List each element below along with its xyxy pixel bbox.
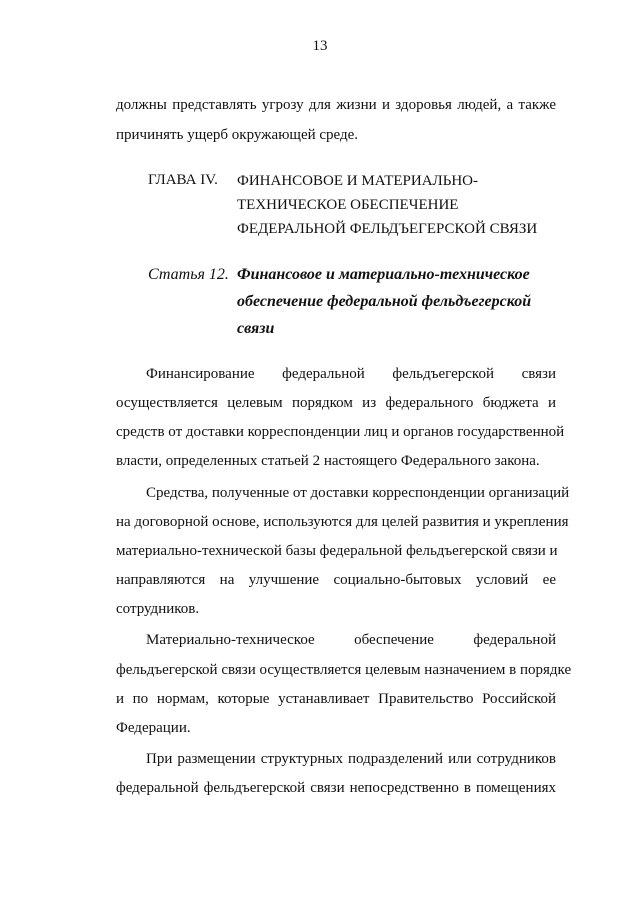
paragraph-line: средств от доставки корреспонденции лиц и органов государственной (116, 424, 565, 440)
paragraph-line: фельдъегерской связи осуществляется целевым назначением в порядке (116, 662, 572, 678)
intro-line: должны представлять угрозу для жизни и здоровья людей, а также (116, 97, 556, 113)
paragraph-line: на договорной основе, используются для целей развития и укрепления (116, 514, 569, 530)
article-title-line: Финансовое и материально-техническое (237, 266, 530, 283)
chapter-title-line: ФИНАНСОВОЕ И МАТЕРИАЛЬНО- (237, 173, 478, 189)
article-title-line: связи (237, 320, 275, 337)
paragraph-line: Федерации. (116, 720, 191, 736)
paragraph-line: власти, определенных статьей 2 настоящего Федерального закона. (116, 453, 540, 469)
page-number: 13 (312, 38, 328, 54)
paragraph-line: сотрудников. (116, 601, 200, 617)
chapter-title-line: ФЕДЕРАЛЬНОЙ ФЕЛЬДЪЕГЕРСКОЙ СВЯЗИ (237, 221, 538, 237)
intro-line: причинять ущерб окружающей среде. (116, 127, 359, 143)
paragraph-line: Материально-техническое обеспечение федеральной (146, 632, 556, 648)
chapter-title-line: ТЕХНИЧЕСКОЕ ОБЕСПЕЧЕНИЕ (237, 197, 459, 213)
article-title-line: обеспечение федеральной фельдъегерской (237, 293, 532, 310)
paragraph-line: и по нормам, которые устанавливает Правительство Российской (116, 691, 556, 707)
paragraph-line: федеральной фельдъегерской связи непосредственно в помещениях (116, 780, 556, 796)
paragraph-line: материально-технической базы федеральной фельдъегерской связи и (116, 543, 558, 559)
paragraph-line: Средства, полученные от доставки корреспонденции организаций (146, 485, 570, 501)
paragraph-line: осуществляется целевым порядком из федерального бюджета и (116, 395, 556, 411)
chapter-label: ГЛАВА IV. (148, 172, 218, 188)
paragraph-line: При размещении структурных подразделений или сотрудников (146, 751, 556, 767)
article-label: Статья 12. (148, 266, 229, 283)
paragraph-line: направляются на улучшение социально-бытовых условий ее (116, 572, 556, 588)
paragraph-line: Финансирование федеральной фельдъегерской связи (146, 366, 556, 382)
